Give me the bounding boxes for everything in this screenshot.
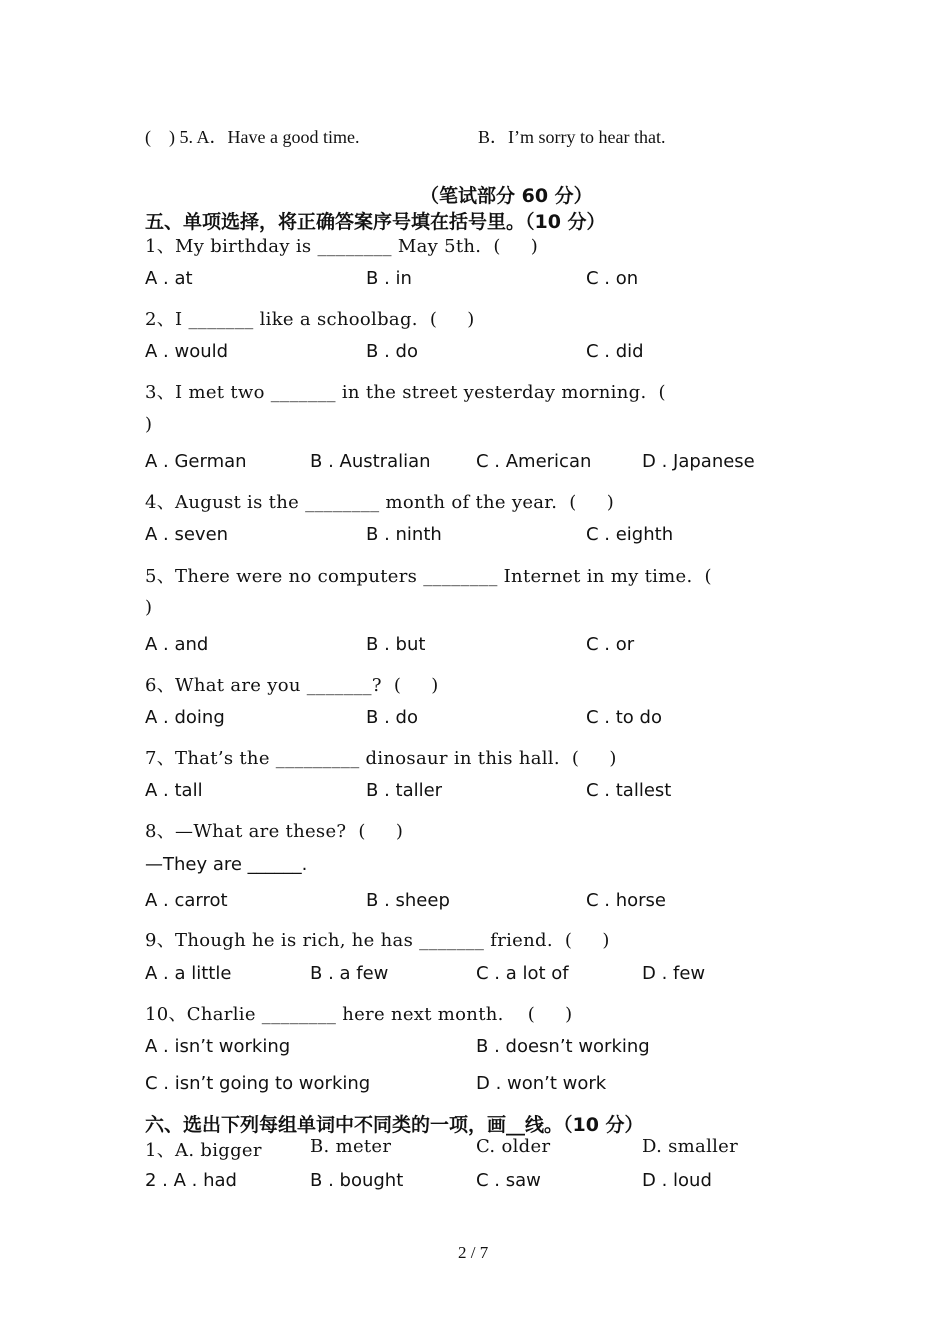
option: A . carrot [145,890,228,911]
option: C . a lot of [476,963,569,984]
option: C . eighth [586,524,674,545]
question-stem: 2、I _______ like a schoolbag. ( ) [145,309,475,330]
option: A . a little [145,963,232,984]
option: B . doesn’t working [476,1036,650,1057]
option: D . few [642,963,706,984]
option: B . taller [366,780,443,801]
option: C . American [476,451,592,472]
written-part-title: （笔试部分 60 分） [420,185,593,207]
question-stem-continuation: ) [145,597,153,618]
option: C . horse [586,890,667,911]
option: D . won’t work [476,1073,607,1094]
option: A . seven [145,524,229,545]
option: C . tallest [586,780,672,801]
option: A . would [145,341,229,362]
option: A . isn’t working [145,1036,291,1057]
question-stem-continuation: —They are ______. [145,854,308,875]
question-stem: 8、—What are these? ( ) [145,821,404,842]
option: C . on [586,268,639,289]
question-stem: 1、My birthday is ________ May 5th. ( ) [145,236,539,257]
option: B . do [366,341,418,362]
option: C . to do [586,707,662,728]
question-stem-continuation: ) [145,414,153,435]
section6-q2-d: D . loud [642,1170,712,1191]
option: C . did [586,341,644,362]
option: B . sheep [366,890,450,911]
option: C . isn’t going to working [145,1073,371,1094]
option: B . ninth [366,524,442,545]
option: C . or [586,634,635,655]
section6-q2-a: 2 . A . had [145,1170,237,1191]
section6-q1-a: 1、A. bigger [145,1140,262,1161]
option: A . tall [145,780,203,801]
question-stem: 5、There were no computers ________ Internet in my time. ( [145,566,712,587]
option: A . German [145,451,247,472]
option: A . doing [145,707,225,728]
listening-item-5: ( ) 5. A．Have a good time. [145,127,360,147]
listening-item-5-option-b: B．I’m sorry to hear that. [478,127,666,147]
question-stem: 9、Though he is rich, he has _______ friend. ( ) [145,930,610,951]
option: A . at [145,268,193,289]
question-stem: 6、What are you _______? ( ) [145,675,439,696]
question-stem: 4、August is the ________ month of the year. ( ) [145,492,615,513]
question-stem: 10、Charlie ________ here next month. ( ) [145,1004,573,1025]
page-number: 2 / 7 [458,1243,489,1262]
question-stem: 3、I met two _______ in the street yesterday morning. ( [145,382,666,403]
question-stem: 7、That’s the _________ dinosaur in this hall. ( ) [145,748,617,769]
section5-title: 五、单项选择，将正确答案序号填在括号里。（10 分） [145,211,606,233]
option: B . in [366,268,412,289]
option: A . and [145,634,209,655]
section6-q2-c: C . saw [476,1170,541,1191]
option: B . do [366,707,418,728]
section6-title: 六、选出下列每组单词中不同类的一项，画__线。（10 分） [145,1114,644,1136]
section6-q1-c: C. older [476,1136,551,1157]
option: D . Japanese [642,451,755,472]
option: B . but [366,634,426,655]
section6-q1-d: D. smaller [642,1136,739,1157]
section6-q2-b: B . bought [310,1170,404,1191]
section6-q1-b: B. meter [310,1136,392,1157]
option: B . a few [310,963,389,984]
option: B . Australian [310,451,431,472]
